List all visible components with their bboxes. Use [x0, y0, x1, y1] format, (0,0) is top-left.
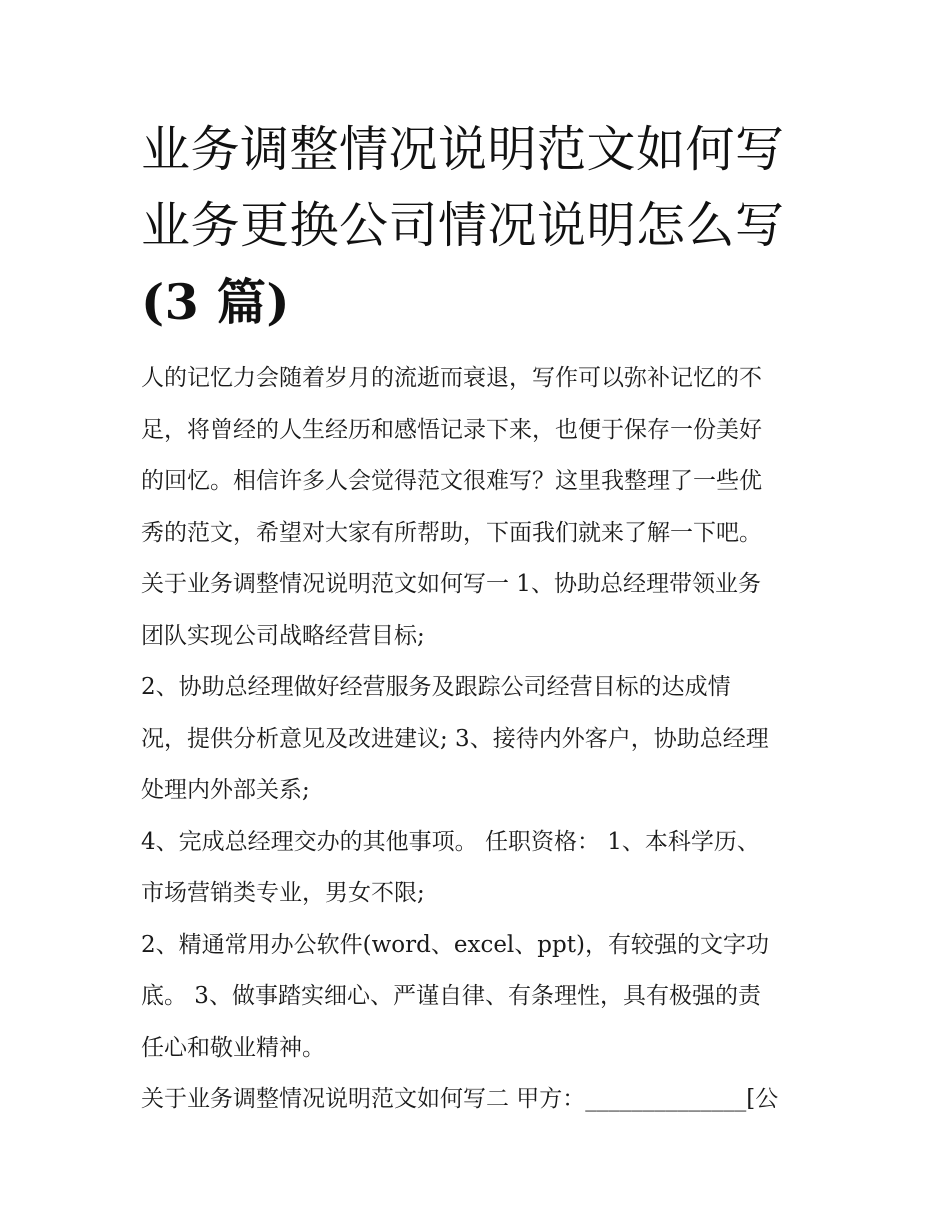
body-line: 市场营销类专业，男女不限; [141, 880, 425, 906]
body-line: 处理内外部关系; [141, 777, 310, 803]
body-line: 关于业务调整情况说明范文如何写一 1、协助总经理带领业务 [141, 571, 761, 597]
body-line: 秀的范文，希望对大家有所帮助，下面我们就来了解一下吧。 [141, 519, 762, 546]
body-line: 人的记忆力会随着岁月的流逝而衰退，写作可以弥补记忆的不 [141, 365, 762, 391]
title-line-3: (3 篇) [141, 273, 291, 331]
body-line: 4、完成总经理交办的其他事项。 任职资格： 1、本科学历、 [141, 828, 760, 855]
document-title [141, 112, 821, 340]
body-line: 2、精通常用办公软件(word、excel、ppt)，有较强的文字功 [141, 931, 769, 958]
document-body [141, 353, 821, 1126]
body-line: 任心和敬业精神。 [141, 1034, 325, 1061]
body-line: 况，提供分析意见及改进建议; 3、接待内外客户，协助总经理 [141, 725, 769, 752]
body-line: 的回忆。相信许多人会觉得范文很难写？这里我整理了一些优 [141, 468, 762, 494]
title-line-1: 业务调整情况说明范文如何写 [141, 121, 785, 178]
body-line: 关于业务调整情况说明范文如何写二 甲方：______________[公 [141, 1086, 779, 1112]
body-line: 2、协助总经理做好经营服务及跟踪公司经营目标的达成情 [141, 674, 731, 700]
body-line: 足，将曾经的人生经历和感悟记录下来，也便于保存一份美好 [141, 416, 762, 443]
body-line: 团队实现公司战略经营目标; [141, 622, 425, 649]
body-line: 底。 3、做事踏实细心、严谨自律、有条理性，具有极强的责 [141, 983, 761, 1009]
title-line-2: 业务更换公司情况说明怎么写 [141, 197, 785, 254]
